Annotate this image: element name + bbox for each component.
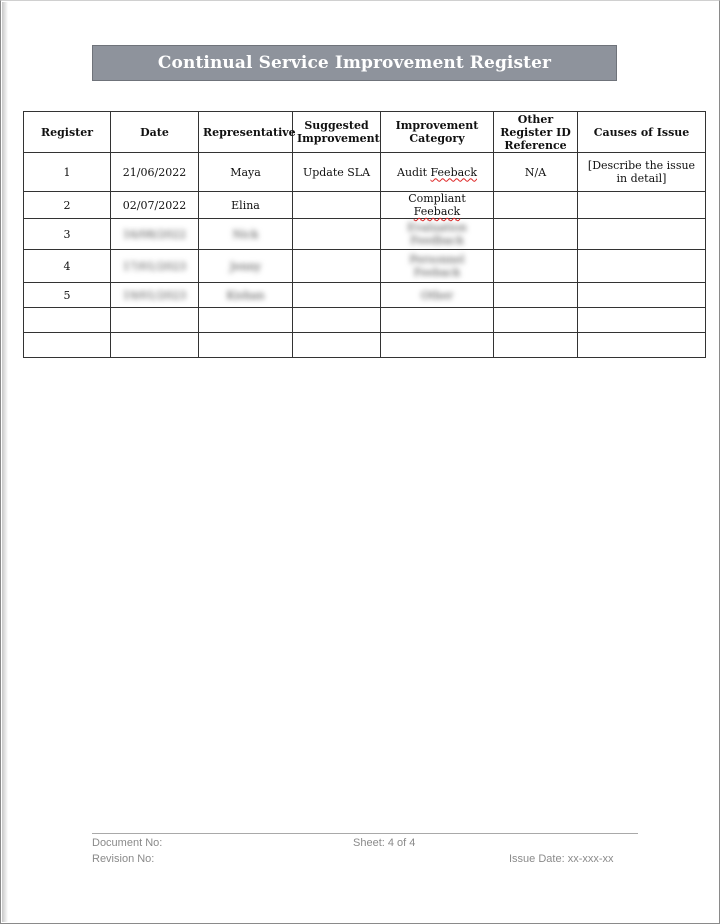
header-representative: Representative [199,112,293,153]
cell-causes [578,219,706,250]
blurred-date: 16/08/2022 [122,227,187,241]
page-edge-shadow [2,2,8,922]
cell-representative: Elina [199,192,293,219]
cell-category [381,283,494,308]
footer-divider [92,833,638,834]
category-text: Audit Feeback [397,165,477,179]
header-other-register-id: Other Register ID Reference [494,112,578,153]
header-date: Date [111,112,199,153]
blurred-category: Personnel Feeback [409,253,465,279]
blurred-category: Other [420,288,454,302]
cell-causes [578,283,706,308]
cell-category [381,219,494,250]
cell-suggested [293,219,381,250]
cell-suggested: Update SLA [293,153,381,192]
cell-causes [578,308,706,333]
cell-suggested [293,333,381,358]
cell-other-ref [494,192,578,219]
cell-suggested [293,250,381,283]
improvement-register-table [23,111,706,358]
cell-other-ref: N/A [494,153,578,192]
category-text: Compliant Feeback [408,192,466,218]
cell-representative [199,308,293,333]
table-row [24,250,706,283]
cell-representative [199,333,293,358]
footer-sheet: Sheet: 4 of 4 [353,837,416,849]
cell-register [24,308,111,333]
cell-category [381,333,494,358]
cell-category [381,153,494,192]
cell-other-ref [494,219,578,250]
cell-causes [578,333,706,358]
blurred-date: 17/01/2023 [122,259,187,273]
footer-issue-date: Issue Date: xx-xxx-xx [509,853,614,865]
header-causes-of-issue: Causes of Issue [578,112,706,153]
cell-other-ref [494,308,578,333]
cell-register: 2 [24,192,111,219]
blurred-representative: Nick [232,227,259,241]
table-row [24,333,706,358]
blurred-representative: Jenny [229,259,262,273]
cell-other-ref [494,283,578,308]
footer-revision-no: Revision No: [92,853,155,865]
header-register: Register [24,112,111,153]
cell-category [381,250,494,283]
cell-register: 5 [24,283,111,308]
cell-representative [199,283,293,308]
cell-representative [199,219,293,250]
cell-register: 3 [24,219,111,250]
cell-suggested [293,283,381,308]
header-suggested-improvement: Suggested Improvement [293,112,381,153]
blurred-date: 19/01/2023 [122,288,187,302]
table-row [24,192,706,219]
cell-representative: Maya [199,153,293,192]
cell-date [111,250,199,283]
cell-date [111,283,199,308]
cell-causes [578,192,706,219]
cell-representative [199,250,293,283]
cell-date: 21/06/2022 [111,153,199,192]
cell-other-ref [494,333,578,358]
blurred-category: Evaluation Feedback [407,221,467,247]
table-row [24,283,706,308]
cell-register [24,333,111,358]
cell-other-ref [494,250,578,283]
table-row [24,153,706,192]
cell-register: 4 [24,250,111,283]
spellcheck-word: Feeback [413,205,461,218]
cell-suggested [293,308,381,333]
spellcheck-word: Feeback [430,165,477,179]
cell-date [111,308,199,333]
table-row [24,219,706,250]
cell-category [381,192,494,219]
table-header-row [24,112,706,153]
cell-category [381,308,494,333]
header-improvement-category: Improvement Category [381,112,494,153]
table-row [24,308,706,333]
document-title: Continual Service Improvement Register [157,53,552,73]
cell-date [111,333,199,358]
cell-date [111,219,199,250]
cell-causes [578,250,706,283]
cell-causes: [Describe the issue in detail] [578,153,706,192]
cell-register: 1 [24,153,111,192]
blurred-representative: Kishan [226,288,265,302]
cell-suggested [293,192,381,219]
title-banner [92,45,617,81]
footer-document-no: Document No: [92,837,163,849]
cell-date: 02/07/2022 [111,192,199,219]
